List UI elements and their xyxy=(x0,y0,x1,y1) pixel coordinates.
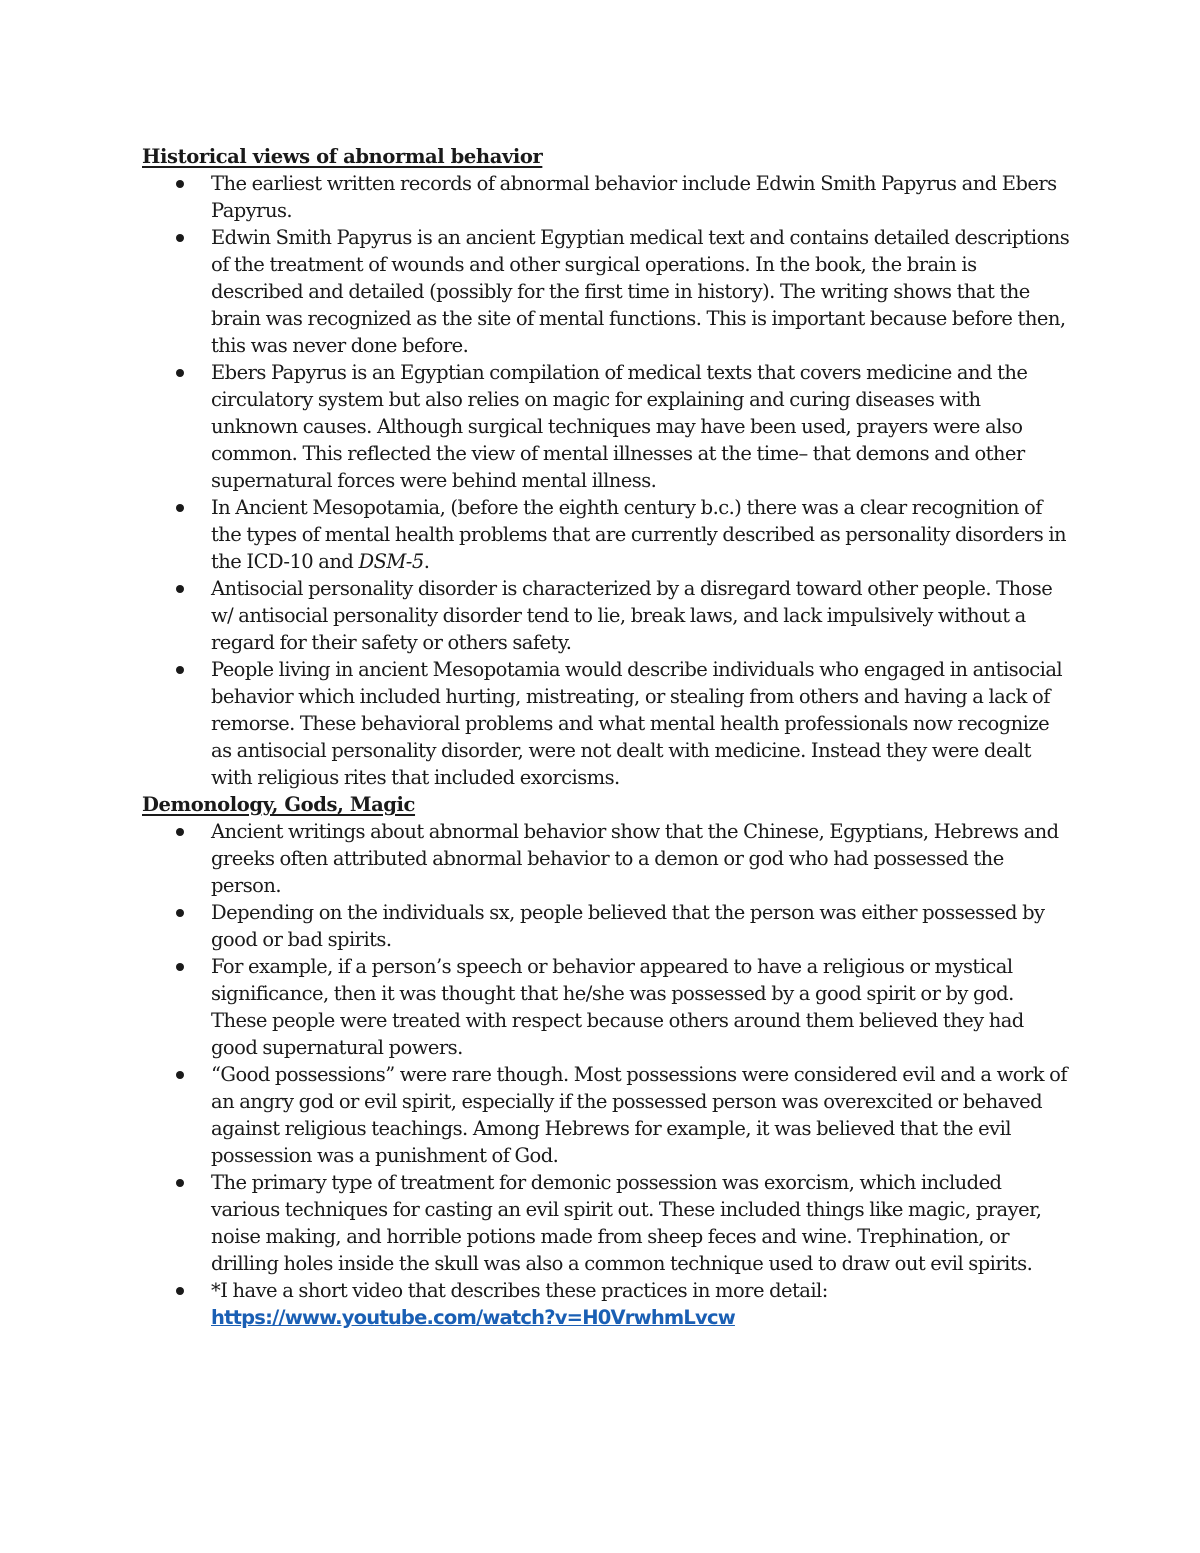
list-item-text: Ancient writings about abnormal behavior show that the Chinese, Egyptians, Hebrews and greeks often attributed abnormal behavior to a demon or god who had possessed the person. xyxy=(211,820,1059,897)
list-item-text: In Ancient Mesopotamia, (before the eighth century b.c.) there was a clear recognition of the types of mental health problems that are currently described as personality disorders in the ICD-10 and xyxy=(211,496,1067,573)
list-item xyxy=(142,899,1072,953)
list-item xyxy=(142,170,1072,224)
bullet-icon xyxy=(176,1179,184,1187)
list-item-text: Edwin Smith Papyrus is an ancient Egyptian medical text and contains detailed descriptions of the treatment of wounds and other surgical operations. In the book, the brain is described and detailed (possibly for the first time in history). The writing shows that the brain was recognized as the site of mental functions. This is important because before then, this was never done before. xyxy=(211,226,1070,357)
list-item-text: The primary type of treatment for demonic possession was exorcism, which included various techniques for casting an evil spirit out. These included things like magic, prayer, noise making, and horrible potions made from sheep feces and wine. Trephination, or drilling holes inside the skull was also a common technique used to draw out evil spirits. xyxy=(211,1171,1042,1275)
list-item-text: “Good possessions” were rare though. Most possessions were considered evil and a work of an angry god or evil spirit, especially if the possessed person was overexcited or behaved against religious teachings. Among Hebrews for example, it was believed that the evil possession was a punishment of God. xyxy=(211,1063,1067,1167)
document-body xyxy=(142,143,1072,1331)
bullet-icon xyxy=(176,828,184,836)
section-heading: Historical views of abnormal behavior xyxy=(142,145,543,168)
list-item-text-end: . xyxy=(423,550,430,573)
list-item-text: The earliest written records of abnormal behavior include Edwin Smith Papyrus and Ebers Papyrus. xyxy=(211,172,1057,222)
list-item xyxy=(142,1277,1072,1331)
list-item-text: People living in ancient Mesopotamia would describe individuals who engaged in antisocial behavior which included hurting, mistreating, or stealing from others and having a lack of remorse. These behavioral problems and what mental health professionals now recognize as antisocial personality disorder, were not dealt with medicine. Instead they were dealt with religious rites that included exorcisms. xyxy=(211,658,1063,789)
bullet-icon xyxy=(176,180,184,188)
list-item-text: For example, if a person’s speech or behavior appeared to have a religious or mystical significance, then it was thought that he/she was possessed by a good spirit or by god. These people were treated with respect because others around them believed they had good supernatural powers. xyxy=(211,955,1024,1059)
bullet-icon xyxy=(176,585,184,593)
list-item xyxy=(142,359,1072,494)
bullet-list xyxy=(142,818,1072,1331)
youtube-video-link[interactable]: https://www.youtube.com/watch?v=H0VrwhmLvcw xyxy=(211,1306,735,1329)
list-item-text: *I have a short video that describes these practices in more detail: xyxy=(211,1279,828,1302)
dsm-5-italic: DSM-5 xyxy=(358,550,424,573)
bullet-icon xyxy=(176,909,184,917)
list-item xyxy=(142,656,1072,791)
list-item-text: Depending on the individuals sx, people believed that the person was either possessed by good or bad spirits. xyxy=(211,901,1045,951)
list-item xyxy=(142,1169,1072,1277)
list-item xyxy=(142,224,1072,359)
list-item xyxy=(142,953,1072,1061)
bullet-icon xyxy=(176,504,184,512)
bullet-list xyxy=(142,170,1072,791)
bullet-icon xyxy=(176,963,184,971)
section-demonology xyxy=(142,791,1072,1331)
list-item-text: Antisocial personality disorder is characterized by a disregard toward other people. Those w/ antisocial personality disorder tend to lie, break laws, and lack impulsively without a regard for their safety or others safety. xyxy=(211,577,1053,654)
list-item xyxy=(142,818,1072,899)
bullet-icon xyxy=(176,666,184,674)
list-item xyxy=(142,1061,1072,1169)
section-historical-views xyxy=(142,143,1072,791)
section-heading: Demonology, Gods, Magic xyxy=(142,793,416,816)
list-item xyxy=(142,575,1072,656)
list-item-text: Ebers Papyrus is an Egyptian compilation of medical texts that covers medicine and the circulatory system but also relies on magic for explaining and curing diseases with unknown causes. Although surgical techniques may have been used, prayers were also common. This reflected the view of mental illnesses at the time– that demons and other supernatural forces were behind mental illness. xyxy=(211,361,1028,492)
bullet-icon xyxy=(176,1071,184,1079)
bullet-icon xyxy=(176,234,184,242)
bullet-icon xyxy=(176,1287,184,1295)
bullet-icon xyxy=(176,369,184,377)
list-item xyxy=(142,494,1072,575)
